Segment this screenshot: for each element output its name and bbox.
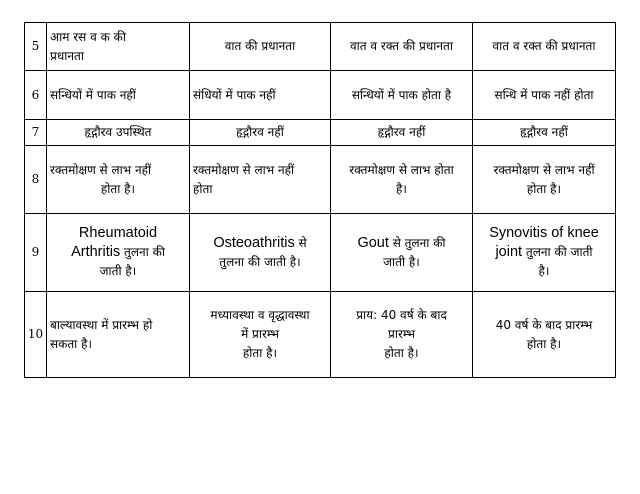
cell-text: जाती है। [383,254,420,269]
table-cell [47,292,190,378]
table-cell [190,146,331,214]
cell-text: रक्तमोक्षण से लाभ नहीं [193,162,295,177]
cell-text: होता है। [526,181,562,196]
cell-text: Synovitis of knee [489,225,599,241]
table-cell [47,214,190,292]
table-cell: हृद्गौरव नहीं [190,120,331,146]
table-cell [473,292,616,378]
table-cell [473,146,616,214]
cell-text: Arthritis [71,244,121,260]
cell-text: में प्रारम्भ [241,327,279,341]
cell-text: है। [396,181,407,196]
row-number: 5 [25,23,47,71]
cell-text: 40 वर्ष के बाद प्रारम्भ [495,317,593,332]
table-cell: वात व रक्त की प्रधानता [331,23,473,71]
cell-text: बाल्यावस्था में प्रारम्भ हो [50,317,153,332]
cell-text: सकता है। [50,336,93,351]
cell-text: Rheumatoid [78,225,158,241]
cell-text: मध्यावस्था व वृद्धावस्था [210,308,310,322]
table-row [25,23,616,71]
cell-text: से [298,235,307,250]
table-cell: वात व रक्त की प्रधानता [473,23,616,71]
table-cell [190,214,331,292]
cell-text: Gout [357,234,389,251]
table-cell [331,146,473,214]
cell-text: प्रारम्भ [388,327,415,341]
cell-text: जाती है। [99,264,137,278]
table-cell [47,146,190,214]
comparison-table [24,22,616,378]
table-cell: सन्धि में पाक नहीं होता [473,71,616,120]
cell-text: joint [495,244,523,260]
row-number: 7 [25,120,47,146]
table-cell [190,292,331,378]
cell-text: तुलना की [124,245,165,259]
table-cell: हृद्गौरव नहीं [473,120,616,146]
cell-text: होता है। [384,346,419,360]
table-cell [331,292,473,378]
cell-text: होता [193,181,213,196]
cell-text: होता है। [100,181,136,196]
table-cell: वात की प्रधानता [190,23,331,71]
table-cell [47,23,190,71]
table-cell: सन्धियों में पाक होता है [331,71,473,120]
table-cell [331,214,473,292]
table-row [25,120,616,146]
cell-text: आम रस व क की [50,29,126,44]
row-number: 9 [25,214,47,292]
cell-text: रक्तमोक्षण से लाभ होता [349,162,454,177]
cell-text: होता है। [242,346,278,360]
table-cell [473,214,616,292]
table-cell: सन्धियों में पाक नहीं [47,71,190,120]
cell-text: तुलना की जाती है। [219,254,301,269]
cell-text: रक्तमोक्षण से लाभ नहीं [493,162,595,177]
table-cell: हृद्गौरव नहीं [331,120,473,146]
cell-text: है। [538,264,550,278]
table-cell: संधियों में पाक नहीं [190,71,331,120]
cell-text: प्रधानता [50,48,84,63]
cell-text: तुलना की जाती [525,245,593,259]
table-row [25,292,616,378]
row-number: 8 [25,146,47,214]
table-row [25,71,616,120]
table-row [25,214,616,292]
cell-text: प्राय: 40 वर्ष के बाद [356,308,447,322]
table-row [25,146,616,214]
cell-text: होता है। [526,336,562,351]
table-cell: हृद्गौरव उपस्थित [47,120,190,146]
row-number: 6 [25,71,47,120]
cell-text: से तुलना की [392,235,446,250]
row-number: 10 [25,292,47,378]
cell-text: Osteoathritis [213,234,295,251]
cell-text: रक्तमोक्षण से लाभ नहीं [50,162,152,177]
